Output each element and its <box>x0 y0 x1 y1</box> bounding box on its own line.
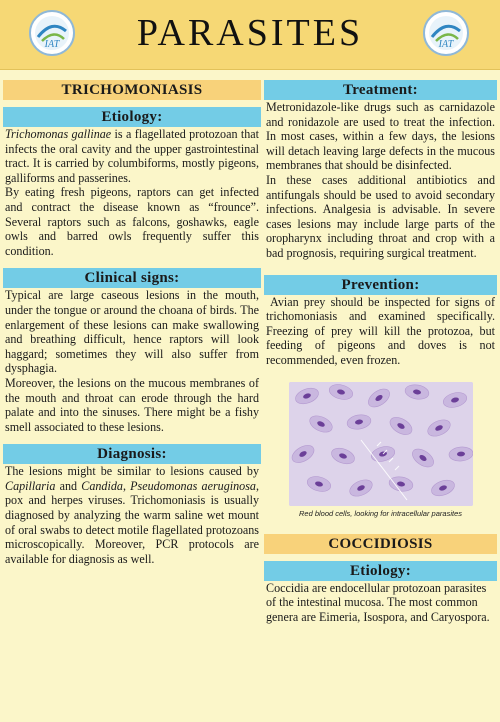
organization-logo-icon <box>422 9 470 57</box>
heading-clinical-signs: Clinical signs: <box>3 268 261 288</box>
etiology-paragraph: Trichomonas gallinae is a flagellated protozoan that infects the oral cavity and the upper gastrointestinal tract. It is carried by columbiforms, mostly pigeons, galliforms and passerines. <box>5 127 260 185</box>
heading-diagnosis: Diagnosis: <box>3 444 261 464</box>
heading-prevention: Prevention: <box>264 275 497 295</box>
page-title: PARASITES <box>136 12 364 54</box>
species-name: Trichomonas gallinae <box>5 127 112 141</box>
svg-text:IAT: IAT <box>44 39 60 50</box>
coccidiosis-paragraph: Coccidia are endocellular protozoan parasites of the intestinal mucosa. The most common genera are Eimeria, Isospora, and Caryospora. <box>266 580 490 624</box>
section-title-coccidiosis: COCCIDIOSIS <box>264 534 497 554</box>
blood-cells-icon <box>289 382 473 506</box>
page-header <box>0 0 500 70</box>
left-column <box>3 80 261 566</box>
diagnosis-paragraph: The lesions might be similar to lesions caused by Capillaria and Candida, Pseudomonas aeruginosa, pox and herpes viruses. Trichomoniasis is usually diagnosed by analyzing the warm saline wet mount of oral swabs to detect motile flagellated protozoans microscopically. Moreover, PCR protocols are available for diagnosis as well. <box>5 464 259 566</box>
section-title-trichomoniasis: TRICHOMONIASIS <box>3 80 261 100</box>
treatment-paragraph: In these cases additional antibiotics and antifungals should be used to avoid secondary infections. Analgesia is advisable. In severe cases lesions may include large parts of the oropharynx including throat and crop with a bad prognosis, requiring surgical treatment. <box>266 172 495 260</box>
treatment-paragraph: Metronidazole-like drugs such as carnidazole and ronidazole are used to treat the infection. In most cases, within a few days, the lesions will detach leaving large defects in the mucous membranes that should be disinfected. <box>266 100 495 173</box>
right-column <box>264 80 497 624</box>
heading-etiology: Etiology: <box>3 107 261 127</box>
blood-smear-image <box>289 382 473 506</box>
clinical-paragraph: Typical are large caseous lesions in the mouth, under the tongue or around the choana of birds. The enlargement of these lesions can make swallowing and breathing difficult, hence raptors will look haggard; sometimes they will also suffer from dysphagia. <box>5 288 259 376</box>
etiology-paragraph: By eating fresh pigeons, raptors can get infected and contract the disease known as “frounce”. Several raptors such as falcons, goshawks, eagle owls and barred owls frequently suffer this condition. <box>5 185 259 258</box>
svg-text:IAT: IAT <box>438 39 454 50</box>
heading-treatment: Treatment: <box>264 80 497 100</box>
clinical-paragraph: Moreover, the lesions on the mucous membranes of the mouth and throat can erode through the hard palate and into the sinuses. There might be a fishy smell associated to these lesions. <box>5 375 259 434</box>
prevention-paragraph: Avian prey should be inspected for signs of trichomoniasis and examined specifically. Freezing of prey will kill the protozoa, but feeding of pigeons and doves is not recommended, even frozen. <box>266 294 495 367</box>
heading-coccidiosis-etiology: Etiology: <box>264 561 497 581</box>
image-caption: Red blood cells, looking for intracellular parasites <box>298 508 462 518</box>
